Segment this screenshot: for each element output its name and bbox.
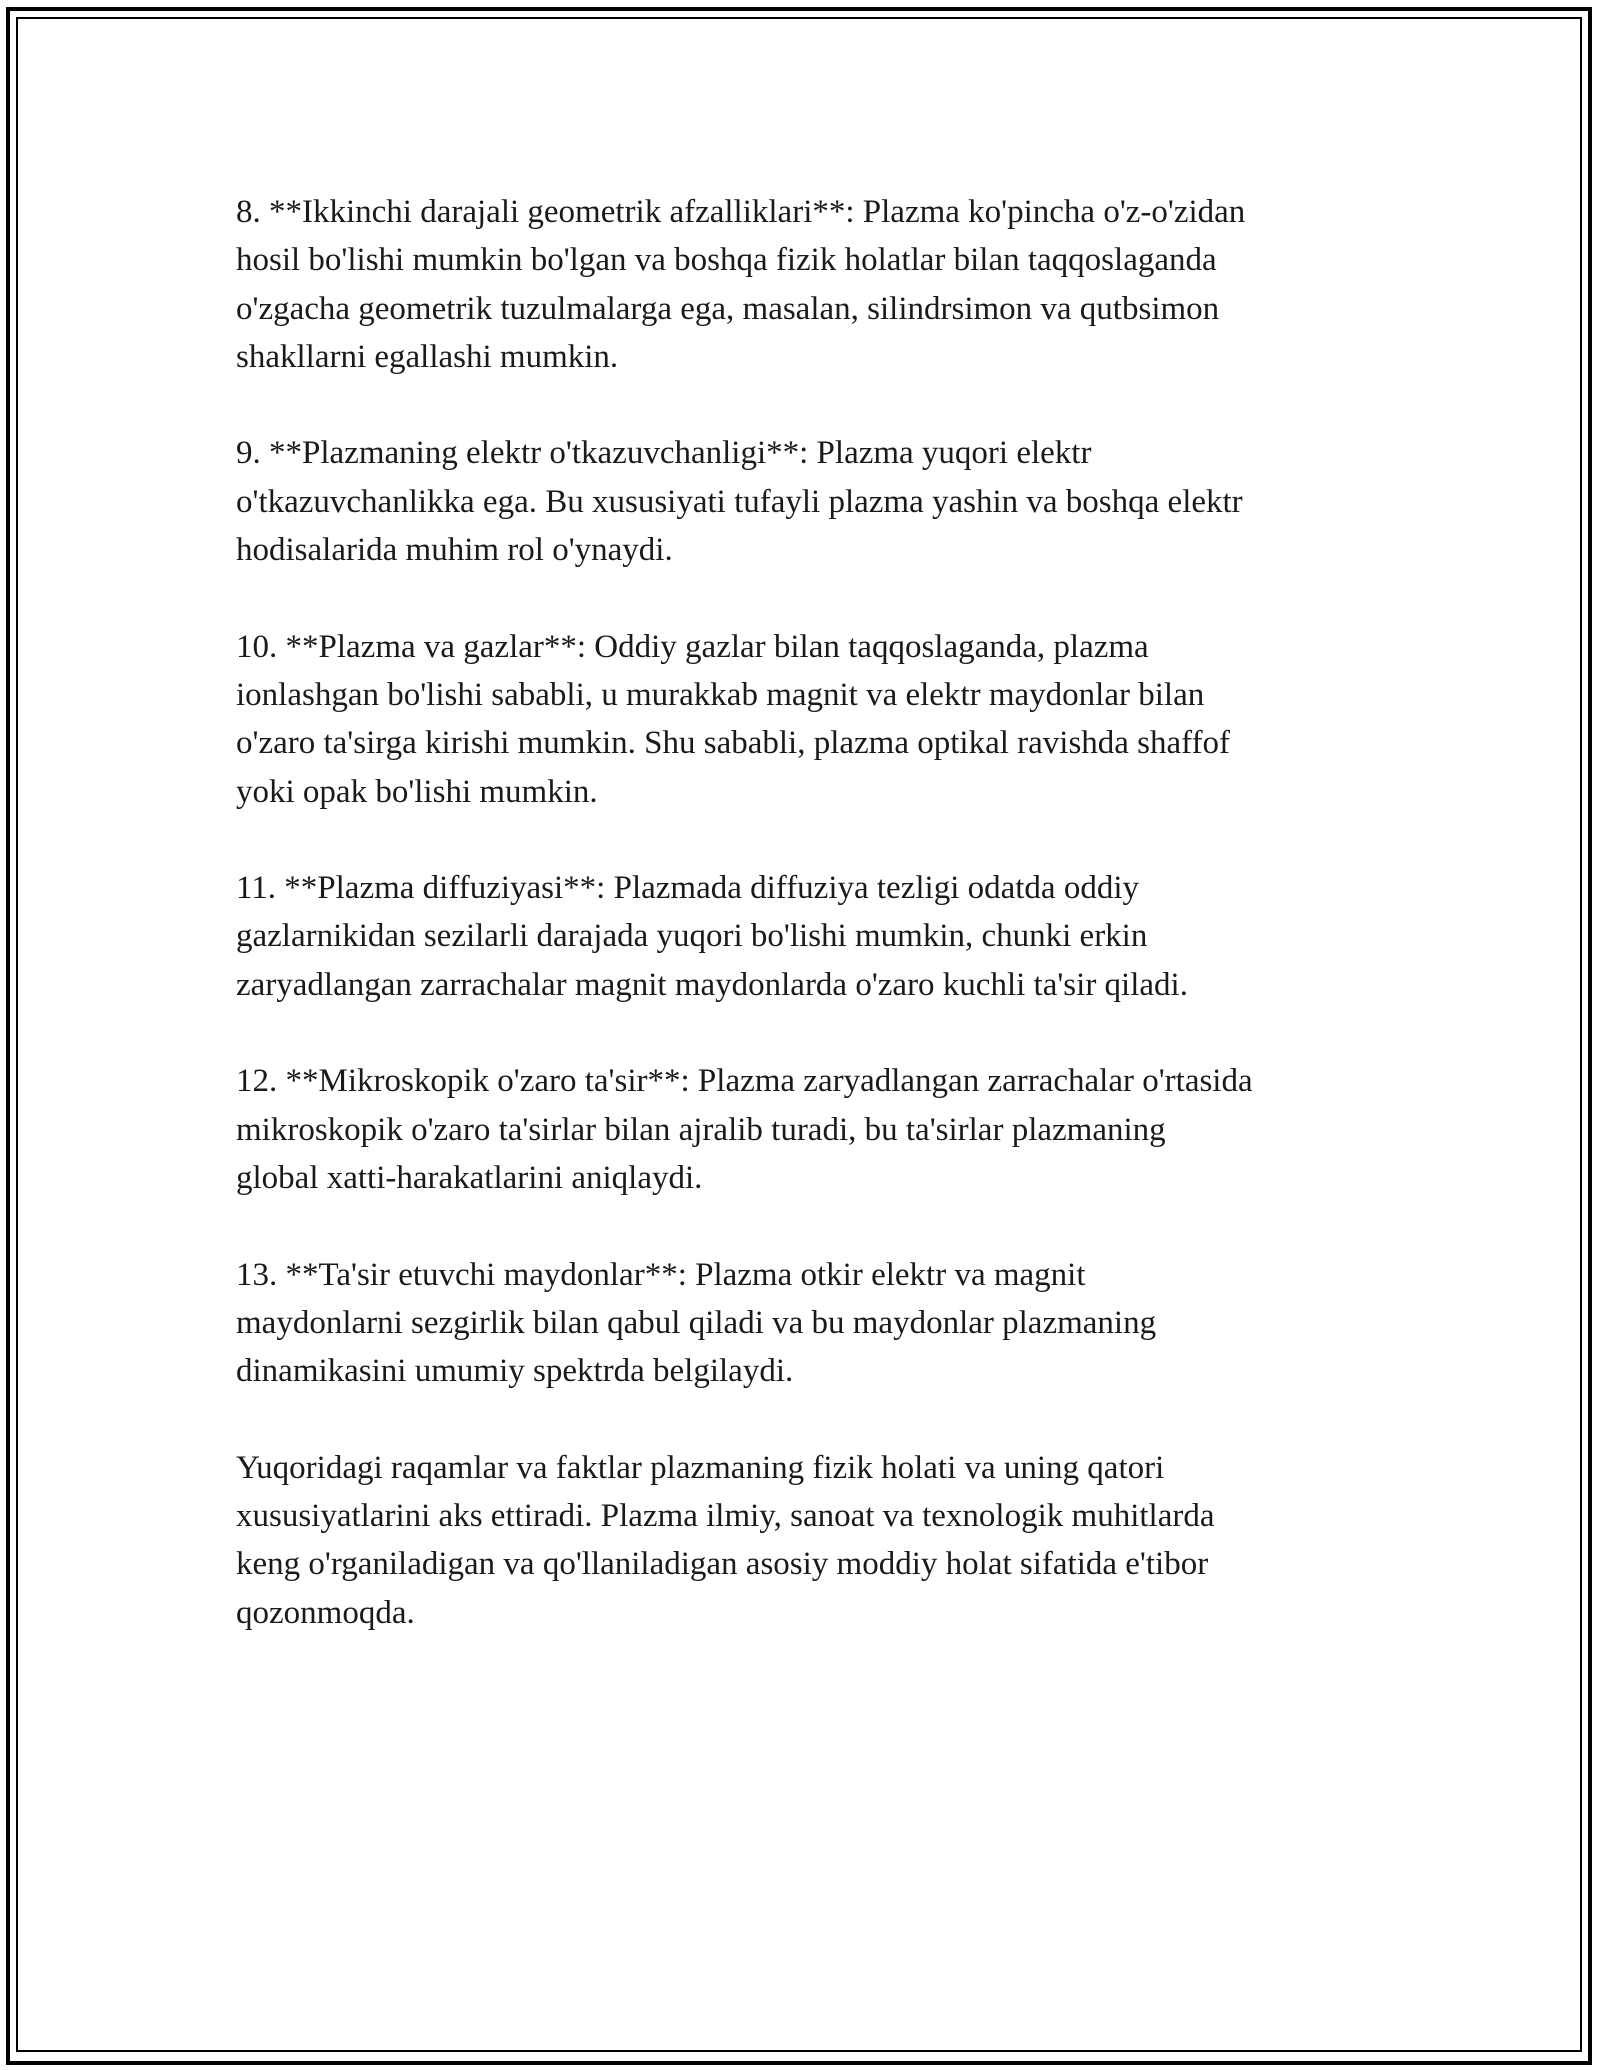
document-body xyxy=(236,188,1371,1685)
paragraph-conclusion: Yuqoridagi raqamlar va faktlar plazmaning fizik holati va uning qatori xususiyatlarini aks ettiradi. Plazma ilmiy, sanoat va texnologik muhitlarda keng o'rganiladigan va qo'llaniladigan asosiy moddiy holat sifatida e'tibor qozonmoqda. xyxy=(236,1449,1215,1631)
paragraph-item-9: 9. **Plazmaning elektr o'tkazuvchanligi**: Plazma yuqori elektr o'tkazuvchanlikka ega. Bu xususiyati tufayli plazma yashin va boshqa elektr hodisalarida muhim rol o'ynaydi. xyxy=(236,435,1243,569)
paragraph-item-11: 11. **Plazma diffuziyasi**: Plazmada diffuziya tezligi odatda oddiy gazlarnikidan sezilarli darajada yuqori bo'lishi mumkin, chunki erkin zaryadlangan zarrachalar magnit maydonlarda o'zaro kuchli ta'sir qiladi. xyxy=(236,870,1188,1003)
paragraph-item-12: 12. **Mikroskopik o'zaro ta'sir**: Plazma zaryadlangan zarrachalar o'rtasida mikroskopik o'zaro ta'sirlar bilan ajralib turadi, bu ta'sirlar plazmaning global xatti-harakatlarini aniqlaydi. xyxy=(236,1063,1253,1196)
paragraph-item-13: 13. **Ta'sir etuvchi maydonlar**: Plazma otkir elektr va magnit maydonlarni sezgirlik bilan qabul qiladi va bu maydonlar plazmaning dinamikasini umumiy spektrda belgilaydi. xyxy=(236,1256,1157,1390)
paragraph-item-8: 8. **Ikkinchi darajali geometrik afzalliklari**: Plazma ko'pincha o'z-o'zidan hosil bo'lishi mumkin bo'lgan va boshqa fizik holatlar bilan taqqoslaganda o'zgacha geometrik tuzulmalarga ega, masalan, silindrsimon va qutbsimon shakllarni egallashi mumkin. xyxy=(236,194,1246,375)
paragraph-item-10: 10. **Plazma va gazlar**: Oddiy gazlar bilan taqqoslaganda, plazma ionlashgan bo'lishi sababli, u murakkab magnit va elektr maydonlar bilan o'zaro ta'sirga kirishi mumkin. Shu sababli, plazma optikal ravishda shaffof yoki opak bo'lishi mumkin. xyxy=(236,628,1231,810)
